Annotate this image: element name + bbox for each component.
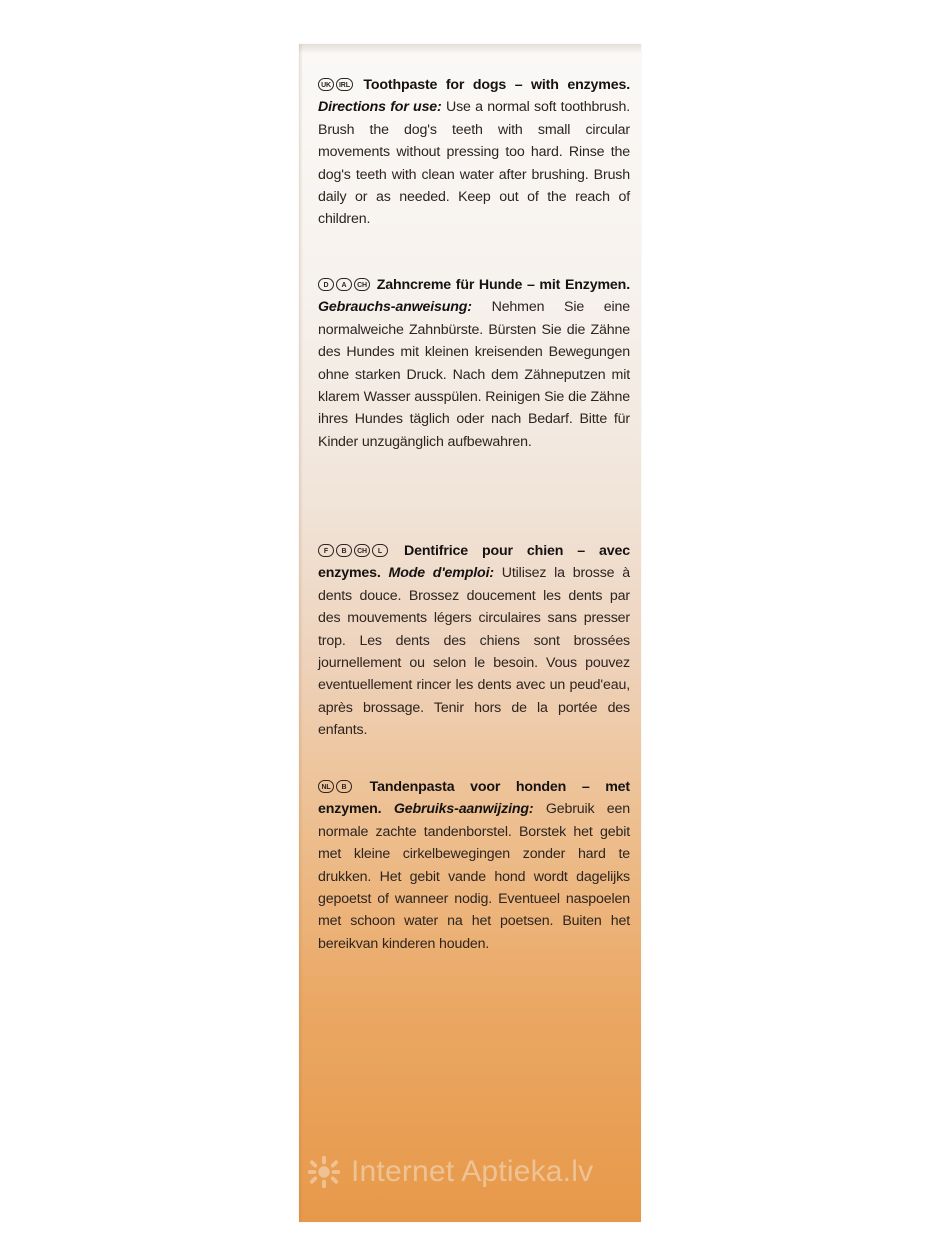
language-badge: A bbox=[336, 278, 352, 291]
language-badges bbox=[318, 779, 370, 795]
language-badge: NL bbox=[318, 780, 334, 793]
language-badge: B bbox=[336, 780, 352, 793]
language-badge: D bbox=[318, 278, 334, 291]
section-title: Zahncreme für Hunde – mit Enzymen. bbox=[376, 277, 630, 293]
language-badge: F bbox=[318, 544, 334, 557]
language-badge: IRL bbox=[336, 78, 353, 91]
section-body: Nehmen Sie eine normalweiche Zahnbürste. Bürsten Sie die Zähne des Hundes mit kleinen kreisenden Bewegungen ohne starken Druck. Nach dem Zähneputzen mit klarem Wasser ausspülen. Reinigen Sie die Zähne ihres Hundes täglich oder nach Bedarf. Bitte für Kinder unzugänglich aufbewahren. bbox=[318, 299, 630, 450]
language-badges bbox=[318, 77, 363, 93]
section-title: Toothpaste for dogs – with enzymes. bbox=[363, 77, 631, 93]
section-dutch bbox=[318, 776, 630, 955]
language-badge: B bbox=[336, 544, 352, 557]
section-title: Dentifrice pour chien – avec enzymes. bbox=[318, 543, 630, 582]
language-badges bbox=[318, 277, 377, 293]
language-badge: CH bbox=[354, 544, 370, 557]
section-subtitle: Mode d'emploi: bbox=[388, 565, 494, 582]
watermark-text: Internet Aptieka.lv bbox=[351, 1155, 594, 1188]
section-title: Tandenpasta voor honden – met enzymen. bbox=[318, 779, 630, 818]
section-subtitle: Gebrauchs-anweisung: bbox=[318, 299, 472, 316]
section-body: Utilisez la brosse à dents douce. Brossez doucement les dents par des mouvements légers circulaires sans presser trop. Les dents des chiens sont brossées journellement ou selon le besoin. Vous pouvez eventuellement rincer les dents avec un peud'eau, après brossage. Tenir hors de la portée des enfants. bbox=[318, 565, 630, 739]
section-body: Use a normal soft toothbrush. Brush the dog's teeth with small circular movements without pressing too hard. Rinse the dog's teeth with clean water after brushing. Brush daily or as needed. Keep out of the reach of children. bbox=[318, 99, 630, 228]
language-badge: UK bbox=[318, 78, 334, 91]
section-german bbox=[318, 274, 630, 453]
watermark bbox=[305, 1150, 640, 1194]
section-subtitle: Directions for use: bbox=[318, 99, 442, 116]
language-badge: CH bbox=[354, 278, 370, 291]
section-french bbox=[318, 540, 630, 742]
section-subtitle: Gebruiks-aanwijzing: bbox=[393, 801, 534, 818]
pharmacy-logo-icon bbox=[305, 1153, 343, 1191]
language-badges bbox=[318, 543, 404, 559]
language-badge: L bbox=[372, 544, 388, 557]
section-english bbox=[318, 74, 630, 231]
section-body: Gebruik een normale zachte tandenborstel. Borstek het gebit met kleine cirkelbewegingen zonder hard te drukken. Het gebit vande hond wordt dagelijks gepoetst of wanneer nodig. Eventueel naspoelen met schoon water na het poetsen. Buiten het bereikvan kinderen houden. bbox=[318, 801, 631, 952]
